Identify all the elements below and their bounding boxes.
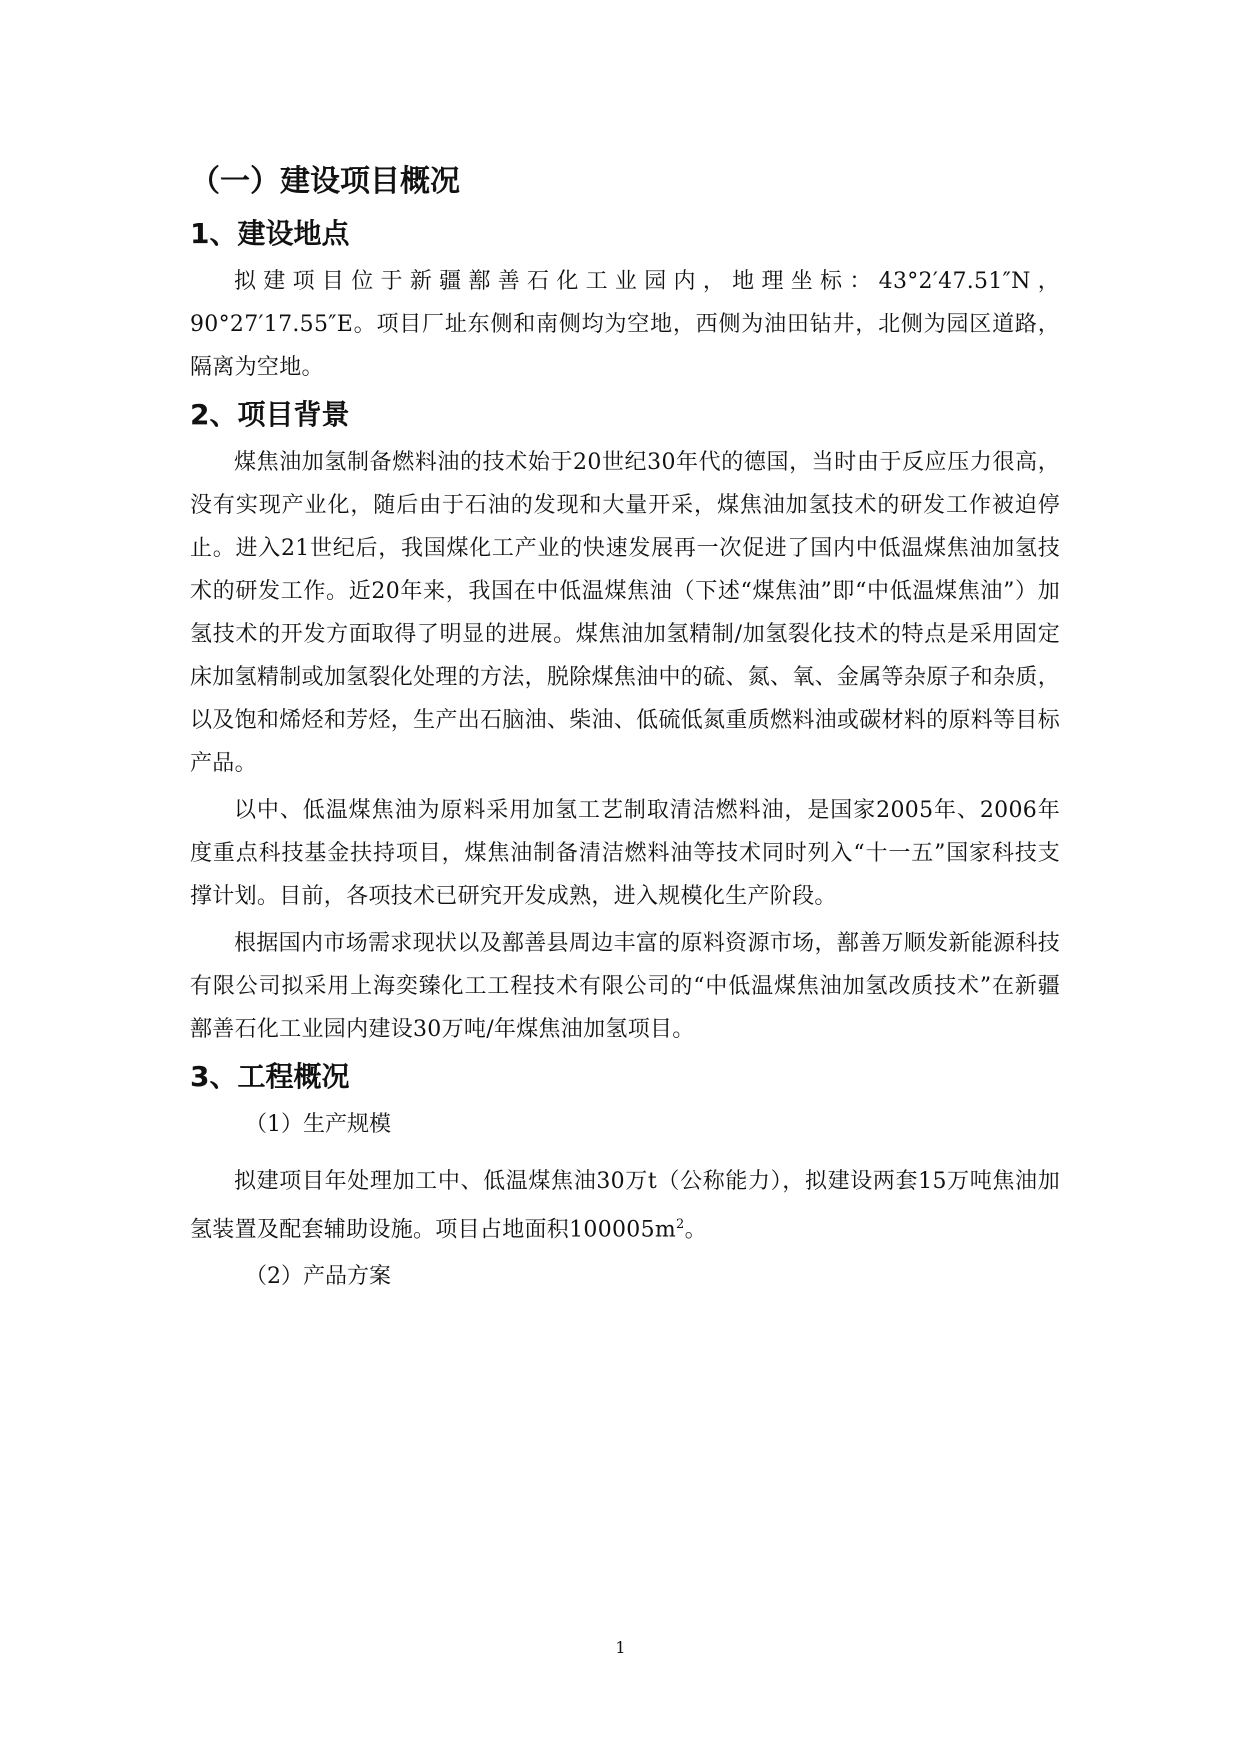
- subheading-product-plan: （2）产品方案: [245, 1264, 391, 1290]
- paragraph-production-scale-end: 。: [684, 1217, 707, 1243]
- paragraph-location: 拟建项目位于新疆鄯善石化工业园内，地理坐标：43°2′47.51″N，90°27′17.55″E。项目厂址东侧和南侧均为空地，西侧为油田钻井，北侧为园区道路，隔离为空地。: [190, 269, 1060, 380]
- paragraph-background-3: 根据国内市场需求现状以及鄯善县周边丰富的原料资源市场，鄯善万顺发新能源科技有限公司拟采用上海奕臻化工工程技术有限公司的“中低温煤焦油加氢改质技术”在新疆鄯善石化工业园内建设30万吨/年煤焦油加氢项目。: [190, 931, 1060, 1042]
- paragraph-background-1: 煤焦油加氢制备燃料油的技术始于20世纪30年代的德国，当时由于反应压力很高，没有实现产业化，随后由于石油的发现和大量开采，煤焦油加氢技术的研发工作被迫停止。进入21世纪后，我国煤化工产业的快速发展再一次促进了国内中低温煤焦油加氢技术的研发工作。近20年来，我国在中低温煤焦油（下述“煤焦油”即“中低温煤焦油”）加氢技术的开发方面取得了明显的进展。煤焦油加氢精制/加氢裂化技术的特点是采用固定床加氢精制或加氢裂化处理的方法，脱除煤焦油中的硫、氮、氧、金属等杂原子和杂质，以及饱和烯烃和芳烃，生产出石脑油、柴油、低硫低氮重质燃料油或碳材料的原料等目标产品。: [190, 450, 1060, 776]
- chapter-title: （一）建设项目概况: [190, 164, 460, 199]
- page-content: [190, 160, 1060, 1312]
- subheading-production-scale: （1）生产规模: [245, 1112, 391, 1137]
- paragraph-production-scale-text: 拟建项目年处理加工中、低温煤焦油30万t（公称能力），拟建设两套15万吨焦油加氢装置及配套辅助设施。项目占地面积100005m: [190, 1169, 1060, 1243]
- section-title-overview: 3、工程概况: [190, 1060, 350, 1093]
- area-unit-superscript: 2: [676, 1217, 685, 1232]
- page-number: 1: [615, 1638, 626, 1657]
- section-title-location: 1、建设地点: [190, 217, 350, 250]
- paragraph-production-scale: [190, 1160, 1060, 1251]
- paragraph-background-2: 以中、低温煤焦油为原料采用加氢工艺制取清洁燃料油，是国家2005年、2006年度重点科技基金扶持项目，煤焦油制备清洁燃料油等技术同时列入“十一五”国家科技支撑计划。目前，各项技术已研究开发成熟，进入规模化生产阶段。: [190, 798, 1060, 909]
- section-title-background: 2、项目背景: [190, 398, 350, 431]
